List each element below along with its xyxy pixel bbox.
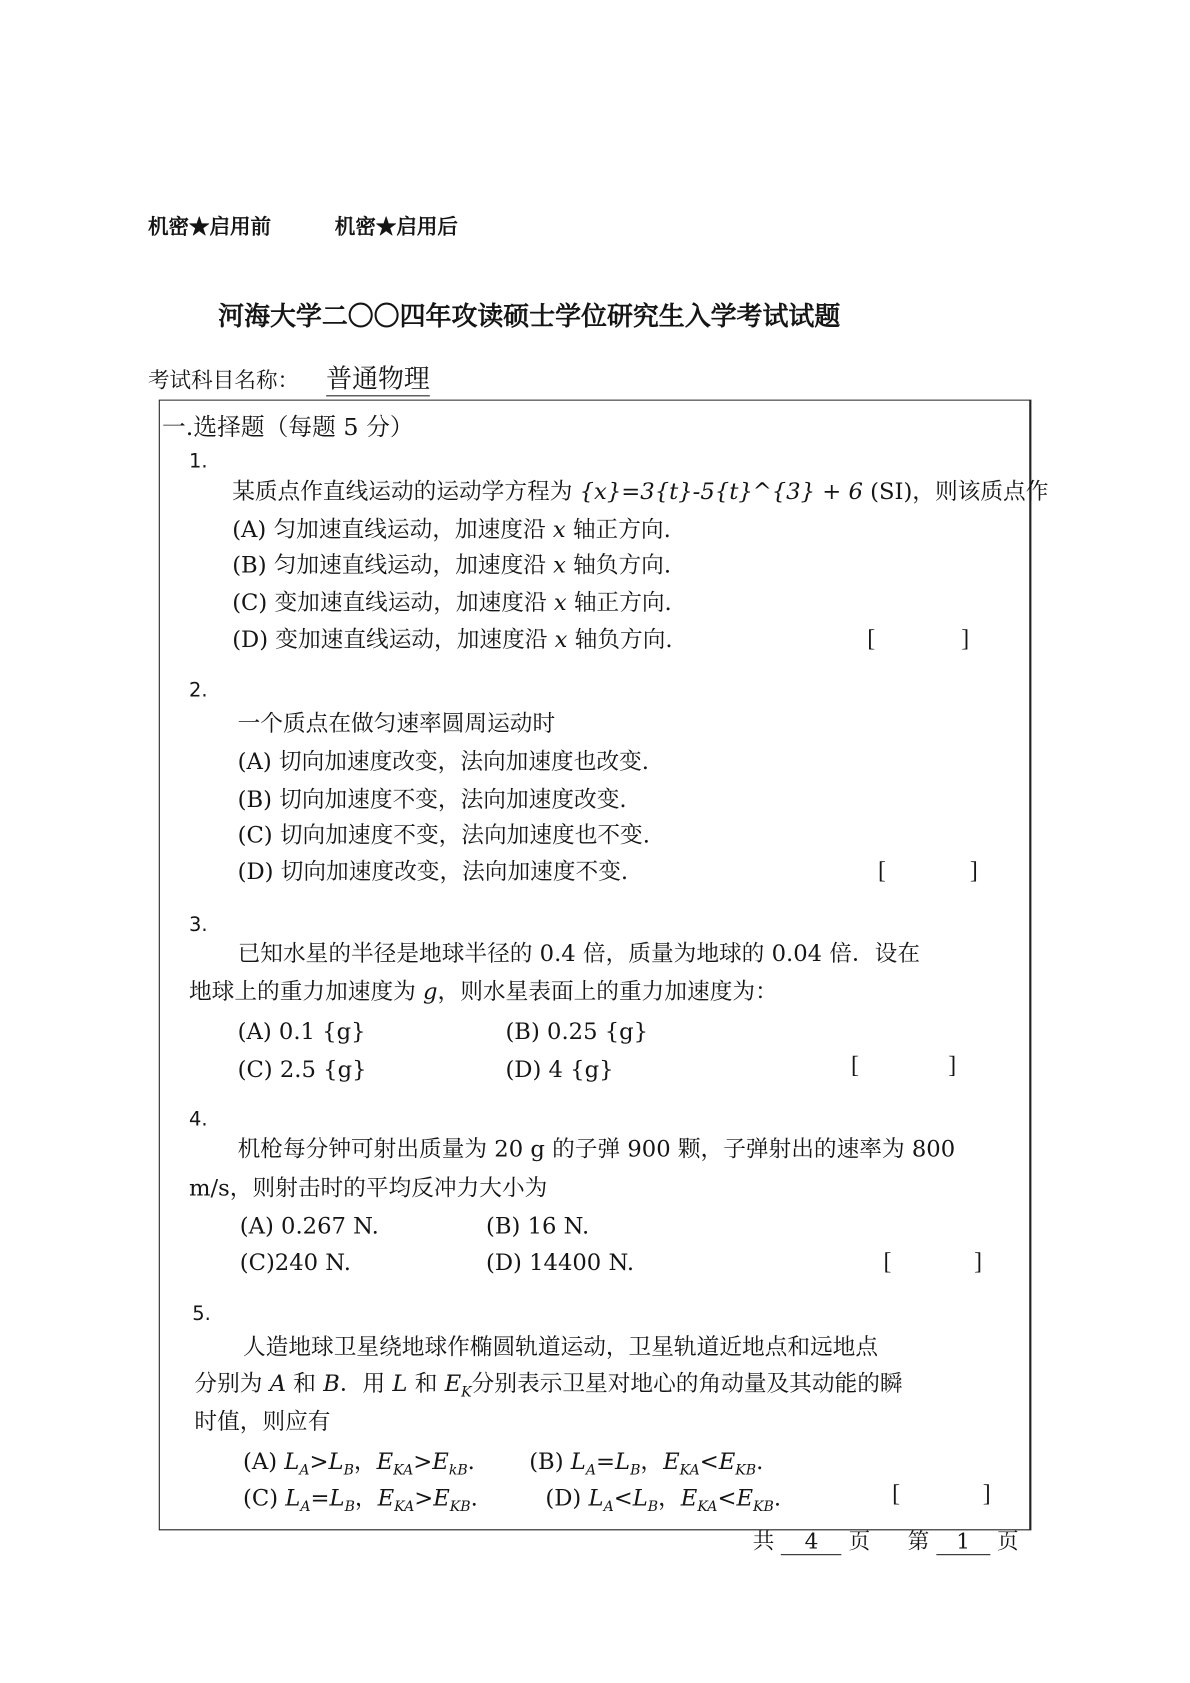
option-c[interactable]: (C) 变加速直线运动，加速度沿 x 轴正方向. — [232, 589, 672, 616]
option-d[interactable]: (D) $L_A<L_B$，$E_{KA}<E_{KB}$. — [545, 1485, 782, 1516]
answer-bracket-open[interactable]: [ — [883, 1247, 892, 1275]
option-b[interactable]: (B) 匀加速直线运动，加速度沿 x 轴负方向. — [232, 551, 672, 578]
total-pages: 4 — [781, 1528, 841, 1555]
option-d[interactable]: (D) 4 {g} — [505, 1056, 614, 1083]
option-d[interactable]: (D) 切向加速度改变，法向加速度不变. — [237, 858, 629, 885]
answer-bracket-open[interactable]: [ — [878, 856, 886, 884]
stem-text: (SI)，则该质点作 — [862, 478, 1049, 505]
option-d[interactable]: (D) 变加速直线运动，加速度沿 x 轴负方向. — [232, 626, 673, 653]
footer-page-prefix: 第 — [907, 1528, 930, 1555]
answer-bracket-close[interactable]: ] — [974, 1247, 983, 1275]
answer-bracket-close[interactable]: ] — [969, 856, 978, 884]
question-stem: 人造地球卫星绕地球作椭圆轨道运动，卫星轨道近地点和远地点 — [243, 1333, 879, 1360]
question-number: 3. — [189, 913, 208, 937]
question-number: 2. — [189, 679, 208, 702]
question-stem: m/s，则射击时的平均反冲力大小为 — [189, 1175, 548, 1201]
question-stem: 时值，则应有 — [194, 1408, 331, 1435]
option-a[interactable]: (A) 切向加速度改变，法向加速度也改变. — [237, 748, 649, 775]
question-stem: 分别为 A 和 B．用 L 和 $E_K$分别表示卫星对地心的角动量及其动能的瞬 — [194, 1370, 903, 1401]
footer-total-suffix: 页 — [848, 1528, 871, 1555]
question-stem: 机枪每分钟可射出质量为 20 g 的子弹 900 颗，子弹射出的速率为 800 — [237, 1136, 956, 1163]
option-c[interactable]: (C) $L_A=L_B$，$E_{KA}>E_{KB}$. — [243, 1485, 478, 1516]
question-stem: 地球上的重力加速度为 g，则水星表面上的重力加速度为： — [189, 978, 778, 1005]
confidential-before: 机密★启用前 — [147, 214, 272, 239]
answer-bracket-open[interactable]: [ — [867, 624, 876, 652]
option-c[interactable]: (C) 2.5 {g} — [237, 1056, 367, 1083]
option-d[interactable]: (D) 14400 N. — [486, 1249, 635, 1276]
question-stem: 已知水星的半径是地球半径的 0.4 倍，质量为地球的 0.04 倍．设在 — [237, 940, 921, 967]
question-number: 5. — [192, 1302, 211, 1326]
motion-equation: {x}=3{t}-5{t}^{3} + 6 — [579, 478, 863, 505]
answer-bracket-open[interactable]: [ — [851, 1050, 859, 1078]
confidential-after: 机密★启用后 — [334, 214, 458, 239]
option-c[interactable]: (C)240 N. — [239, 1249, 351, 1276]
question-number: 1. — [189, 450, 208, 474]
stem-text: 某质点作直线运动的运动学方程为 — [232, 478, 580, 505]
subject-value: 普通物理 — [326, 363, 430, 396]
answer-bracket-close[interactable]: ] — [948, 1050, 957, 1078]
option-a[interactable]: (A) 匀加速直线运动，加速度沿 x 轴正方向. — [232, 516, 671, 543]
question-stem — [232, 478, 1048, 504]
question-number: 4. — [189, 1108, 208, 1131]
answer-bracket-close[interactable]: ] — [982, 1479, 991, 1507]
page-footer — [753, 1528, 1019, 1555]
option-a[interactable]: (A) $L_A>L_B$，$E_{KA}>E_{kB}$. — [243, 1448, 475, 1479]
option-a[interactable]: (A) 0.1 {g} — [237, 1018, 366, 1045]
answer-bracket-close[interactable]: ] — [961, 624, 970, 652]
option-b[interactable]: (B) 切向加速度不变，法向加速度改变. — [237, 786, 627, 813]
option-b[interactable]: (B) 0.25 {g} — [505, 1018, 649, 1045]
page-number: 1 — [936, 1528, 990, 1555]
option-a[interactable]: (A) 0.267 N. — [239, 1212, 379, 1239]
section-heading: 一.选择题（每题 5 分） — [162, 414, 414, 442]
option-b[interactable]: (B) 16 N. — [486, 1212, 590, 1239]
subject-label: 考试科目名称： — [147, 367, 300, 394]
option-c[interactable]: (C) 切向加速度不变，法向加速度也不变. — [237, 821, 650, 848]
option-b[interactable]: (B) $L_A=L_B$，$E_{KA}<E_{KB}$. — [529, 1448, 764, 1479]
footer-total-prefix: 共 — [752, 1528, 775, 1555]
exam-title: 河海大学二〇〇四年攻读硕士学位研究生入学考试试题 — [218, 300, 841, 332]
footer-page-suffix: 页 — [997, 1528, 1019, 1555]
answer-bracket-open[interactable]: [ — [892, 1479, 900, 1507]
question-stem: 一个质点在做匀速率圆周运动时 — [237, 710, 556, 737]
